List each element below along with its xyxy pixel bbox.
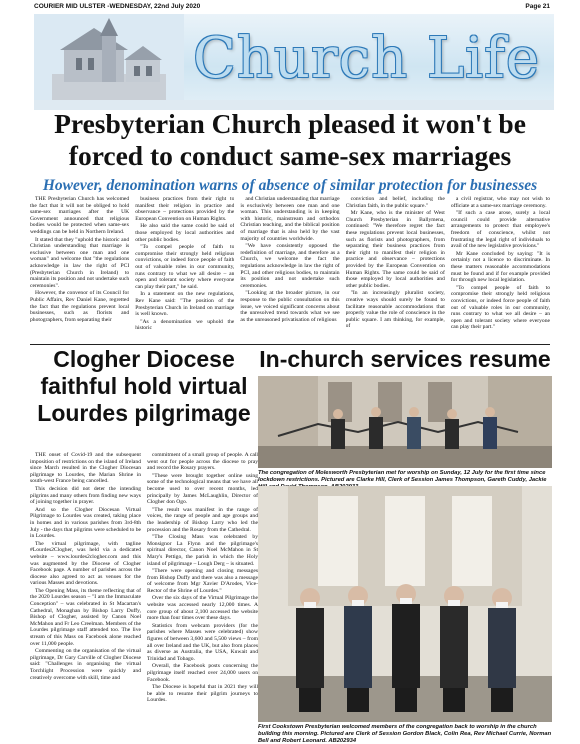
- paragraph: Statistics from webcam providers (for the parishes where Masses were celebrated) show figures of between 3,600 and 5,500 views – from all over Ireland and the UK, but also from places as diverse as Australia, the USA, Kuwait and Trinidad and Tobago.: [147, 622, 258, 662]
- lead-subheadline: However, denomination warns of absence of similar protection for businesses: [42, 177, 538, 194]
- paragraph: conviction and belief, including the Christian faith, in the public square.": [345, 196, 445, 209]
- paragraph: and Christian understanding that marriage is exclusively between one man and one woman. This understanding is in keeping with historic, mainstream and orthodox Christian teaching, and the biblical position of marriage that is also held by the vast majority of countries worldwide.: [240, 196, 340, 242]
- paragraph: In a statement on the new regulations, Rev Kane said: "The position of the Presbyterian Church in Ireland on marriage is well known.: [135, 291, 235, 318]
- clogher-column-1: [30, 452, 141, 737]
- cookstown-group-image: [258, 486, 552, 722]
- paragraph: "In an increasingly pluralist society, creative ways should surely be found to facilitate reasonable accommodations that properly value the role of conscience in the public square. I am thinking, for example, of: [345, 290, 445, 330]
- cookstown-caption: First Cookstown Presbyterian welcomed members of the congregation back to worship in the church building this morning. Pictured are Clerk of Session Gordon Black, Colin Rea, Rev Michael Currie, Norman Bell and Robert Leonard. AB202934: [258, 724, 552, 744]
- paragraph: "The Closing Mass was celebrated by Monsignor La Flynn and the pilgrimage's spiritual director, Canon Noel McMahon in St Mary's Pettigo, the parish in which the Holy island of pilgrimage – Lough Derg – is situated.: [147, 534, 258, 567]
- paragraph: "The result was manifest in the range of voices, the range of people and age groups and the leadership of Bishop Larry who led the procession and the Rosary from the Cathedral.: [147, 506, 258, 533]
- paragraph: commitment of a small group of people. A call went out for people across the diocese to pray and record the Rosary prayers.: [147, 452, 258, 472]
- paragraph: The Diocese is hopeful that in 2021 they will be able to resume their pilgrim journeys to Lourdes.: [147, 684, 258, 704]
- clogher-body: [30, 452, 258, 737]
- paragraph: The virtual pilgrimage, with tagline #Lourdes2Clogher, was held via a dedicated website – www.lourdes2clogher.com and this was augmented by the Diocese of Clogher Facebook page. A number of parishes across the diocese also agreed to act as venues for the various Masses and devotions.: [30, 540, 141, 587]
- paragraph: THE Presbyterian Church has welcomed the fact that it will not be obliged to hold same-sex marriages after the UK Government announced that religious bodies would be protected when same-sex weddings can be held in Northern Ireland.: [30, 196, 130, 235]
- lead-column-1: [30, 196, 129, 368]
- page-header: [0, 0, 580, 14]
- publication-line: COURIER MID ULSTER -WEDNESDAY, 22nd July 2020: [34, 3, 201, 10]
- lead-column-2: [135, 196, 234, 368]
- church-illustration: [34, 14, 184, 110]
- paragraph: a civil registrar, who may not wish to officiate at a same-sex marriage ceremony.: [450, 196, 551, 209]
- paragraph: And so the Clogher Diocesan Virtual Pilgrimage to Lourdes was created, taking place in homes and in various parishes from 3rd-8th July - the days that pilgrims were scheduled to be in Lourdes.: [30, 506, 141, 540]
- paragraph: "To compel people of faith to compromise their strongly held religious convictions, or indeed force people of faith out of valuable roles in our community, runs contrary to what we all desire – an open and tolerant society where everyone can play their part," he said.: [135, 244, 235, 290]
- inchurch-headline: In-church services resume: [259, 346, 551, 372]
- paragraph: Commenting on the organisation of the virtual pilgrimage, Dr Gary Carville of Clogher Diocese said: "Challenges in organising the virtual Torchlight Procession were quickly and creatively overcome with skill, time and: [30, 648, 141, 681]
- masthead-title: Church Life: [193, 26, 540, 91]
- paragraph: business practices from their right to manifest their religion in practice and observance – protections provided by the European Convention on Human Rights.: [135, 196, 235, 222]
- page-number: Page 21: [525, 3, 550, 10]
- paragraph: Overall, the Facebook posts concerning the pilgrimage itself reached over 24,000 users on Facebook.: [147, 663, 258, 683]
- paragraph: "Looking at the broader picture, in our response to the public consultation on this issue, we voiced significant concerns about the unresolved trend towards what we see as the unreasoned privatisation of religious: [240, 290, 340, 323]
- paragraph: It stated that they "uphold the historic and Christian understanding that marriage is exclusive between one man and one woman" and welcome that "the regulations acknowledge in law the right of PCI (Presbyterian Church in Ireland) to maintain its position and not undertake such ceremonies".: [30, 236, 130, 289]
- section-divider: [30, 344, 550, 345]
- paragraph: Mr Kane, who is the minister of West Church Presbyterian in Ballymena, continued: "We therefore regret the fact these regulations prevent local businesses, such as florists and photographers, from separating their business practices from their right to manifest their religion in practice and observance – protections provided by the European Convention on Human Rights. The same could be said of those employed by local authorities and other public bodies.: [345, 210, 445, 289]
- paragraph: "As a denomination we uphold the historic: [135, 318, 235, 332]
- lead-headline: Presbyterian Church pleased it won't be forced to conduct same-sex marriages: [54, 108, 526, 171]
- lead-column-5: [451, 196, 550, 368]
- paragraph: "There were opening and closing messages from Bishop Duffy and there was also a message of welcome from Mgr Xavier D'Arodes, Vice-Rector of the Shrine of Lourdes.": [147, 568, 258, 594]
- paragraph: However, the convenor of its Council for Public Affairs, Rev Daniel Kane, regretted the fact that the regulations prevent local businesses, such as florists and photographers, from separating their: [30, 290, 130, 323]
- paragraph: "We have consistently opposed the redefinition of marriage, and therefore as a Church, we welcome the fact the regulations acknowledge in law the right of PCI, and other religious bodies, to maintain its position and not undertake such ceremonies.: [240, 243, 340, 289]
- paragraph: He also said the same could be said of those employed by local authorities and other public bodies.: [135, 223, 235, 243]
- paragraph: Mr Kane concluded by saying: "It is certainly not a licence to discriminate. In these matters reasonable accommodations must be found and if for example provided for through new local legislation.: [450, 250, 551, 284]
- paragraph: "If such a case arose, surely a local council could provide alternative arrangements to protect that employee's freedom of conscience, whilst not frustrating the legal right of individuals to avail of the new legislative provisions.": [450, 210, 551, 250]
- molesworth-caption: The congregation of Molesworth Presbyterian met for worship on Sunday, 12 July for the first time since lockdown restrictions. Pictured are Clarke Hill, Clerk of Session James Thompson, Gareth Cuddy, Jackie: [258, 470, 547, 483]
- lead-column-3: [240, 196, 339, 368]
- paragraph: "These were brought together online using some of the technological means that we have all become used to over recent months, led principally by James McLaughlin, Director of Clogher don Ogo.: [147, 472, 258, 506]
- paragraph: This decision did not deter the intending pilgrims and many others from finding new ways of joining together in prayer.: [30, 485, 141, 506]
- paragraph: Over the six days of the Virtual Pilgrimage the website was accessed nearly 12,000 times. A core group of about 2,100 accessed the website more than four times over these days.: [147, 595, 258, 622]
- molesworth-photo: [258, 376, 552, 468]
- paragraph: THE onset of Covid-19 and the subsequent imposition of restrictions on the island of Ireland since March resulted in the Clogher Diocesan pilgrimage to Lourdes, the Marian Shrine in south-west France being cancelled.: [30, 452, 141, 485]
- clogher-headline: Clogher Diocese faithful hold virtual Lourdes pilgrimage: [37, 346, 251, 426]
- molesworth-group-image: [258, 376, 552, 468]
- paragraph: The Opening Mass, its theme reflecting that of the 2020 Lourdes season – "I am the Immaculate Conception" – was celebrated in St Macartan's Cathedral, Monaghan by Bishop Larry Duffy, Bishop of Clogher, assisted by Canon Noel McMahon and Fr Leo Creelman. Members of the Lourdes pilgrimage staff attended too. The live stream of this Mass on Facebook alone reached over 11,000 people.: [30, 587, 141, 647]
- masthead-banner: [34, 14, 554, 110]
- lead-column-4: [346, 196, 445, 368]
- paragraph: "To compel people of faith to compromise their strongly held religious convictions, or indeed force people of faith out of valuable roles in our community, runs contrary to what we all desire – an open and tolerant society where everyone can play their part.": [450, 284, 551, 331]
- cookstown-photo: [258, 486, 552, 722]
- lead-body: [30, 196, 550, 368]
- clogher-column-2: [147, 452, 258, 737]
